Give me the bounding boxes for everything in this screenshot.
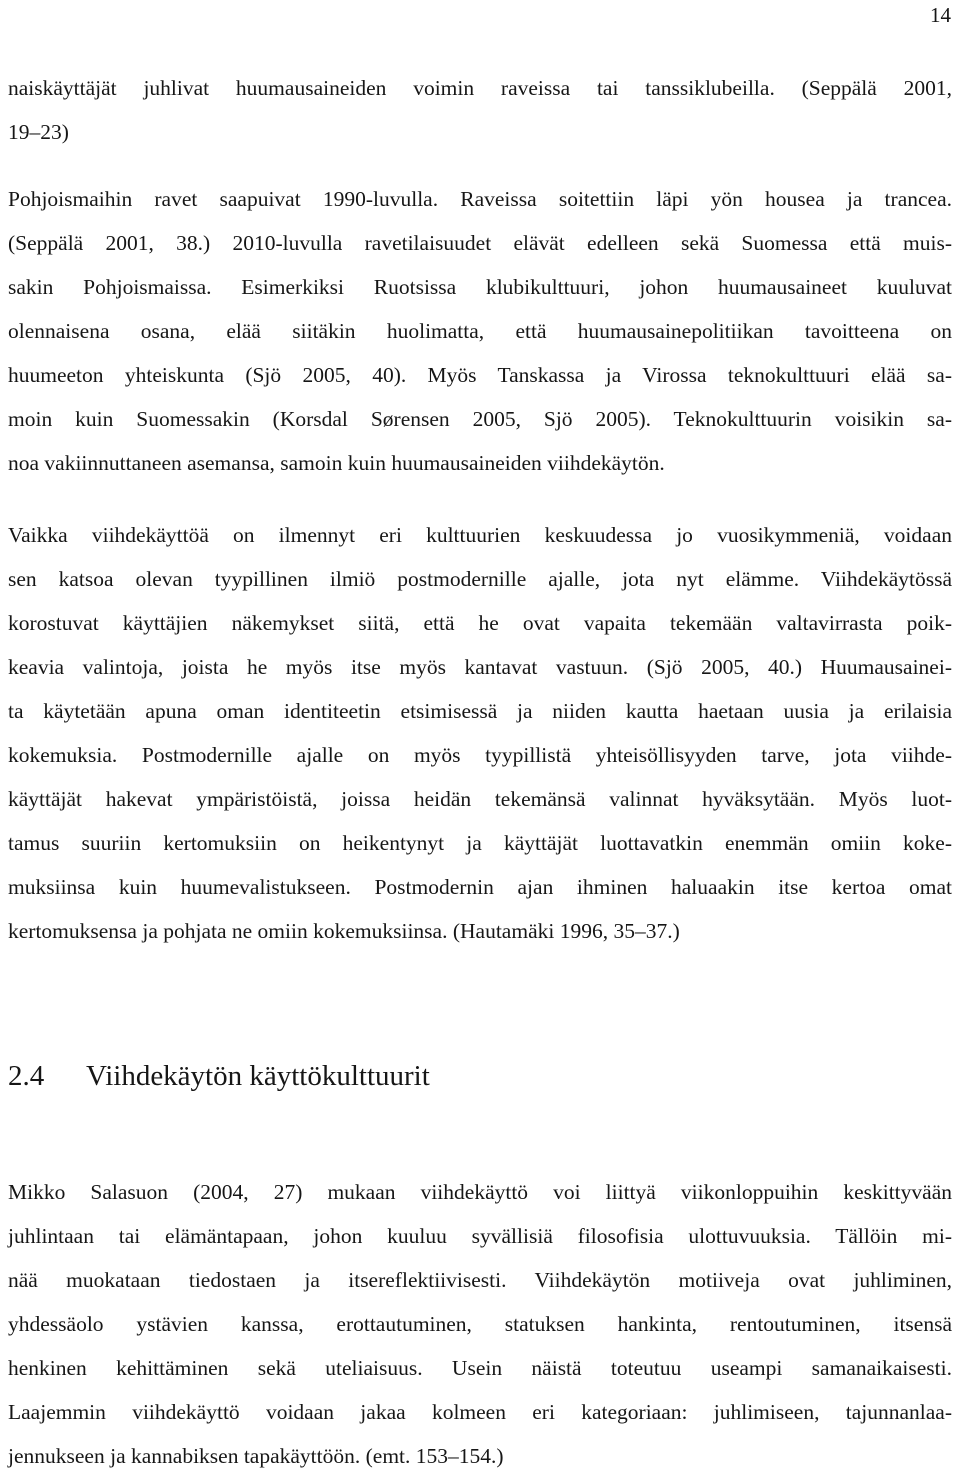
text-line: sakin Pohjoismaissa. Esimerkiksi Ruotsissa klubikulttuuri, johon huumausaineet kuuluvat (8, 275, 952, 299)
section-heading (8, 1058, 430, 1094)
text-line: kertomuksensa ja pohjata ne omiin kokemuksiinsa. (Hautamäki 1996, 35–37.) (8, 919, 680, 943)
text-line: olennaisena osana, elää siitäkin huolimatta, että huumausainepolitiikan tavoitteena on (8, 319, 952, 343)
text-line: huumeeton yhteiskunta (Sjö 2005, 40). Myös Tanskassa ja Virossa teknokulttuuri elää sa- (8, 363, 952, 387)
text-line: tamus suuriin kertomuksiin on heikentynyt ja käyttäjät luottavatkin enemmän omiin koke- (8, 831, 952, 855)
text-line: Mikko Salasuon (2004, 27) mukaan viihdekäyttö voi liittyä viikonloppuihin keskittyvään (8, 1180, 952, 1204)
text-line: jennukseen ja kannabiksen tapakäyttöön. (emt. 153–154.) (8, 1444, 504, 1468)
text-line: Laajemmin viihdekäyttö voidaan jakaa kolmeen eri kategoriaan: juhlimiseen, tajunnanlaa- (8, 1400, 952, 1424)
text-line: sen katsoa olevan tyypillinen ilmiö postmodernille ajalle, jota nyt elämme. Viihdekäytössä (8, 567, 952, 591)
text-line: moin kuin Suomessakin (Korsdal Sørensen 2005, Sjö 2005). Teknokulttuurin voisikin sa- (8, 407, 952, 431)
text-line: juhlintaan tai elämäntapaan, johon kuuluu syvällisiä filosofisia ulottuvuuksia. Tällöin mi- (8, 1224, 952, 1248)
section-title: Viihdekäytön käyttökulttuurit (86, 1060, 430, 1092)
text-line: ta käytetään apuna oman identiteetin etsimisessä ja niiden kautta haetaan uusia ja erilaisia (8, 699, 952, 723)
text-line: (Seppälä 2001, 38.) 2010-luvulla ravetilaisuudet elävät edelleen sekä Suomessa että muis- (8, 231, 952, 255)
text-line: kokemuksia. Postmodernille ajalle on myös tyypillistä yhteisöllisyyden tarve, jota viihde- (8, 743, 952, 767)
text-line: henkinen kehittäminen sekä uteliaisuus. Usein näistä toteutuu useampi samanaikaisesti. (8, 1356, 952, 1380)
text-line: muksiinsa kuin huumevalistukseen. Postmodernin ajan ihminen haluaakin itse kertoa omat (8, 875, 952, 899)
text-line: keavia valintoja, joista he myös itse myös kantavat vastuun. (Sjö 2005, 40.) Huumausainei- (8, 655, 952, 679)
text-line: nää muokataan tiedostaen ja itsereflektiivisesti. Viihdekäytön motiiveja ovat juhliminen, (8, 1268, 952, 1292)
section-number: 2.4 (8, 1060, 45, 1092)
text-line: yhdessäolo ystävien kanssa, erottautuminen, statuksen hankinta, rentoutuminen, itsensä (8, 1312, 952, 1336)
text-line: käyttäjät hakevat ympäristöistä, joissa heidän tekemänsä valinnat hyväksytään. Myös luot- (8, 787, 952, 811)
text-line: Pohjoismaihin ravet saapuivat 1990-luvulla. Raveissa soitettiin läpi yön housea ja trancea. (8, 187, 952, 211)
text-line: naiskäyttäjät juhlivat huumausaineiden voimin raveissa tai tanssiklubeilla. (Seppälä 2001, (8, 76, 952, 100)
text-line: Vaikka viihdekäyttöä on ilmennyt eri kulttuurien keskuudessa jo vuosikymmeniä, voidaan (8, 523, 952, 547)
text-line: noa vakiinnuttaneen asemansa, samoin kuin huumausaineiden viihdekäytön. (8, 451, 665, 475)
text-line: korostuvat käyttäjien näkemykset siitä, että he ovat vapaita tekemään valtavirrasta poik- (8, 611, 952, 635)
page-number: 14 (930, 3, 951, 27)
text-line: 19–23) (8, 120, 69, 144)
